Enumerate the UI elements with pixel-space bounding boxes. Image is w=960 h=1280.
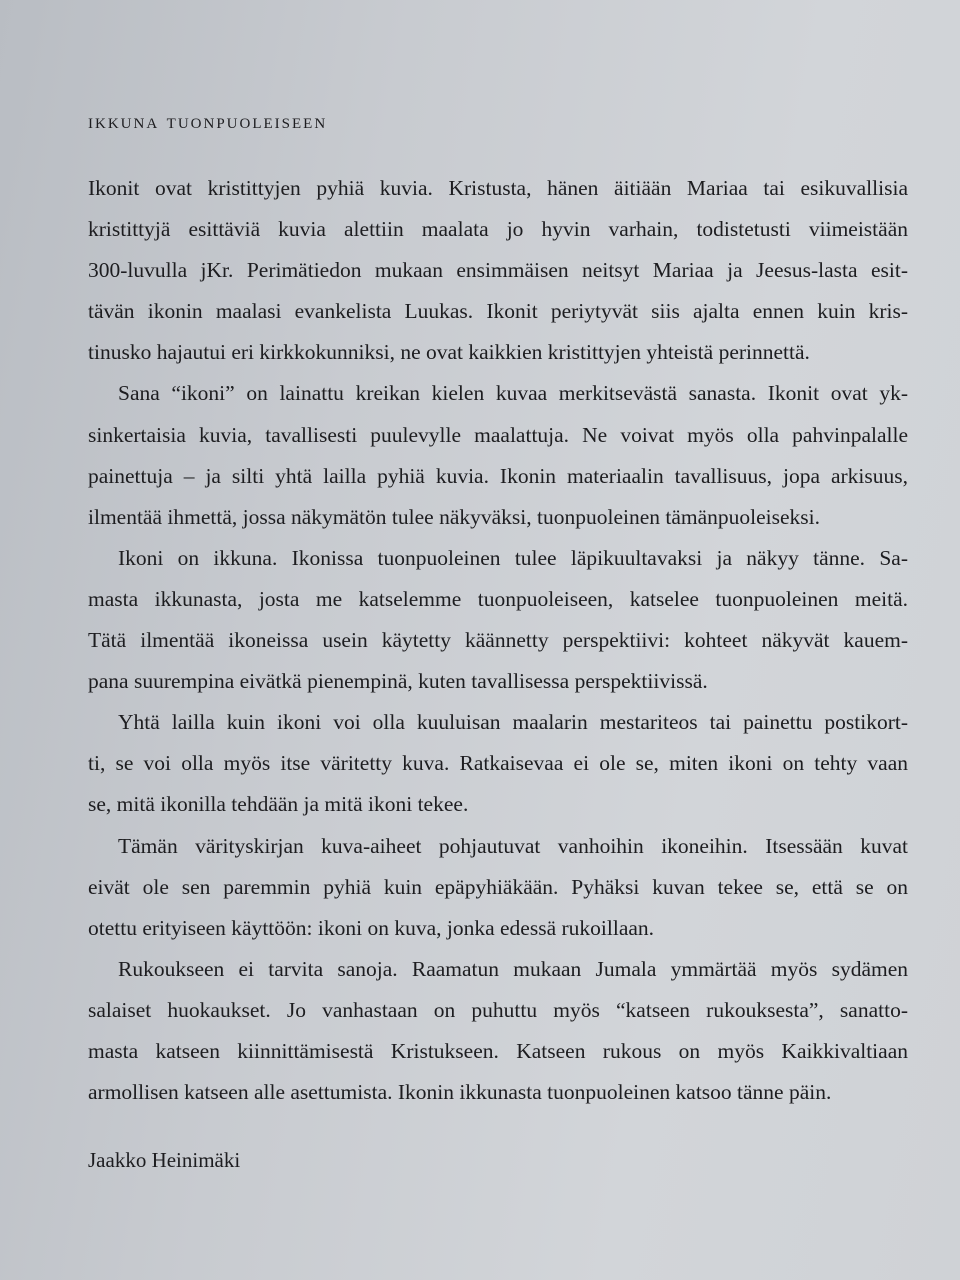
page-title-text: ikkuna tuonpuoleiseen <box>88 108 328 133</box>
text-line: tinusko hajautui eri kirkkokunniksi, ne ovat kaikkien kristittyjen yhteistä perinnettä. <box>88 340 810 365</box>
text-line: Tämän värityskirjan kuva-aiheet pohjautuvat vanhoihin ikoneihin. Itsessään kuvat <box>118 833 908 858</box>
text-line: Ikonit ovat kristittyjen pyhiä kuvia. Kristusta, hänen äitiään Mariaa tai esikuvallisia <box>88 176 908 200</box>
text-line: Yhtä lailla kuin ikoni voi olla kuuluisan maalarin mestariteos tai painettu postikort- <box>118 710 908 735</box>
text-line: Sana “ikoni” on lainattu kreikan kielen kuvaa merkitsevästä sanasta. Ikonit ovat yk- <box>118 381 908 406</box>
text-line: pana suurempina eivätkä pienempinä, kuten tavallisessa perspektiivissä. <box>88 669 708 694</box>
body-text <box>88 168 908 1113</box>
text-line: Tätä ilmentää ikoneissa usein käytetty käännetty perspektiivi: kohteet näkyvät kauem- <box>88 628 908 653</box>
paragraph <box>88 702 908 825</box>
text-line: salaiset huokaukset. Jo vanhastaan on puhuttu myös “katseen rukouksesta”, sanatto- <box>88 997 908 1022</box>
paragraph <box>88 168 908 373</box>
page-title <box>88 108 327 134</box>
text-line: tävän ikonin maalasi evankelista Luukas. Ikonit periytyvät siis ajalta ennen kuin kris- <box>88 299 908 324</box>
text-line: ti, se voi olla myös itse väritetty kuva. Ratkaisevaa ei ole se, miten ikoni on tehty vaan <box>88 751 908 776</box>
text-line: otettu erityiseen käyttöön: ikoni on kuva, jonka edessä rukoillaan. <box>88 915 655 940</box>
text-line: painettuja – ja silti yhtä lailla pyhiä kuvia. Ikonin materiaalin tavallisuus, jopa arkisuus, <box>88 463 908 488</box>
text-line: ilmentää ihmettä, jossa näkymätön tulee näkyväksi, tuonpuoleinen tämänpuoleiseksi. <box>88 504 821 529</box>
text-line: sinkertaisia kuvia, tavallisesti puulevylle maalattuja. Ne voivat myös olla pahvinpalalle <box>88 422 908 447</box>
text-line: Rukoukseen ei tarvita sanoja. Raamatun mukaan Jumala ymmärtää myös sydämen <box>118 956 908 981</box>
paragraph <box>88 538 908 702</box>
text-line: 300-luvulla jKr. Perimätiedon mukaan ensimmäisen neitsyt Mariaa ja Jeesus-lasta esit- <box>88 258 908 283</box>
text-line: masta katseen kiinnittämisestä Kristukseen. Katseen rukous on myös Kaikkivaltiaan <box>88 1038 908 1063</box>
text-line: armollisen katseen alle asettumista. Ikonin ikkunasta tuonpuoleinen katsoo tänne päin. <box>88 1080 832 1105</box>
text-line: kristittyjä esittäviä kuvia alettiin maalata jo hyvin varhain, todistetusti viimeistään <box>88 217 908 242</box>
text-line: se, mitä ikonilla tehdään ja mitä ikoni tekee. <box>88 792 469 817</box>
text-line: Ikoni on ikkuna. Ikonissa tuonpuoleinen tulee läpikuultavaksi ja näkyy tänne. Sa- <box>118 545 908 570</box>
paragraph <box>88 373 908 537</box>
paragraph <box>88 949 908 1113</box>
text-line: eivät ole sen paremmin pyhiä kuin epäpyhiäkään. Pyhäksi kuvan tekee se, että se on <box>88 874 908 899</box>
text-line: masta ikkunasta, josta me katselemme tuonpuoleiseen, katselee tuonpuoleinen meitä. <box>88 586 908 611</box>
paragraph <box>88 826 908 949</box>
author-signature: Jaakko Heinimäki <box>88 1148 241 1172</box>
